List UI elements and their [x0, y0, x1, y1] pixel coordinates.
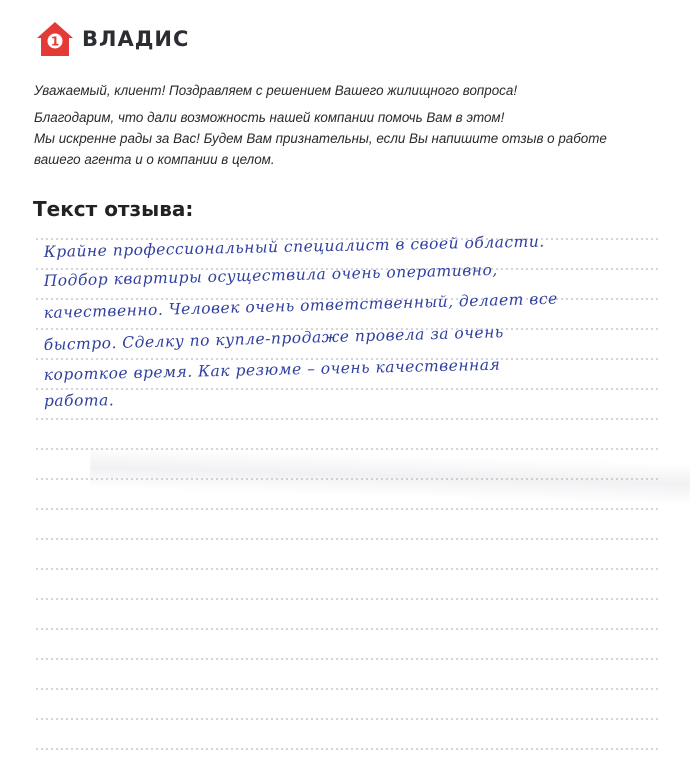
- request-line-continued: вашего агента и о компании в целом.: [34, 152, 275, 167]
- greeting-line: Уважаемый, клиент! Поздравляем с решением Вашего жилищного вопроса!: [34, 83, 518, 98]
- handwritten-line: Крайне профессиональный специалист в своей области.: [43, 232, 545, 261]
- handwritten-line: качественно. Человек очень ответственный, делает все: [43, 289, 558, 322]
- handwritten-line: быстро. Сделку по купле-продаже провела за очень: [43, 323, 504, 354]
- review-title: Текст отзыва:: [33, 197, 194, 221]
- handwritten-line: короткое время. Как резюме – очень качественная: [43, 355, 501, 384]
- thanks-line: Благодарим, что дали возможность нашей компании помочь Вам в этом!: [34, 110, 505, 125]
- request-line: Мы искренне рады за Вас! Будем Вам признательны, если Вы напишите отзыв о работе: [34, 131, 607, 146]
- handwritten-line: работа.: [43, 391, 115, 410]
- handwritten-line: Подбор квартиры осуществила очень оперативно,: [43, 260, 498, 290]
- brand-name: ВЛАДИС: [82, 27, 190, 51]
- logo-key-digit: 1: [50, 34, 60, 49]
